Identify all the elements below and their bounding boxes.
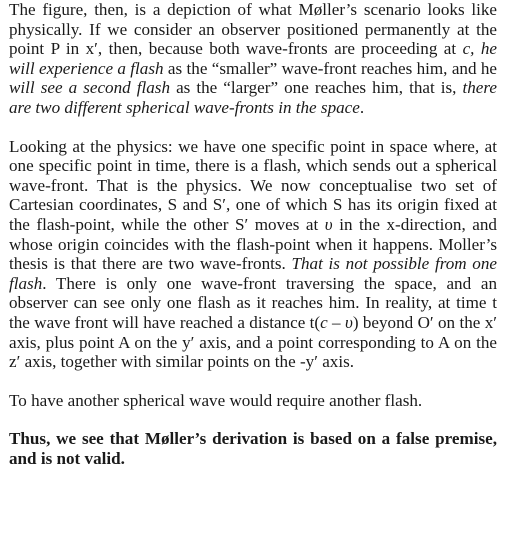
document-page [9, 0, 497, 468]
text-segment: . There is only one wave-front traversing the space, and an observer can see only one flash as it reaches him. In reality, at time t the wave front will have reached a distance t( [9, 273, 497, 332]
italic-text-segment: υ [324, 214, 333, 234]
italic-text-segment: That is not possible from one flash [9, 254, 497, 293]
text-segment: in the x-direction, and whose origin coincides with the flash-point when it happens. Moller’s thesis is that there are two wave-fronts. [9, 214, 497, 274]
paragraph-1 [9, 0, 497, 118]
text-segment: . [359, 97, 365, 117]
text-segment: The figure, then, is a depiction of what Møller’s scenario looks like physically. If we consider an observer positioned permanently at the point P in x′, then, because both wave-fronts are proceeding at [9, 0, 497, 59]
italic-text-segment: will see a second flash [9, 78, 170, 98]
text-segment: To have another spherical wave would require another flash. [9, 390, 423, 410]
text-segment: Looking at the physics: we have one specific point in space where, at one specific point in time, there is a flash, which sends out a spherical wave-front. That is the physics. We now conceptualise two set of Cartesian coordinates, S and S′, one of which S has its origin fixed at the flash-point, while the other S′ moves at [9, 136, 497, 234]
italic-text-segment: there are two different spherical wave-fronts in the space [9, 78, 498, 117]
paragraph-2 [9, 137, 497, 372]
text-segment: as the “smaller” wave-front reaches him, and he [163, 58, 498, 78]
text-segment: ) beyond O′ on the x′ axis, plus point A on the y′ axis, and a point corresponding to A on the z′ axis, together with similar points on the -y′ axis. [9, 312, 497, 372]
italic-text-segment: c, he will experience a flash [9, 39, 497, 78]
italic-text-segment: c [320, 312, 328, 332]
paragraph-3 [9, 391, 497, 411]
paragraph-4-conclusion [9, 429, 497, 468]
text-segment: Thus, we see that Møller’s derivation is based on a false premise, and is not valid. [9, 429, 497, 468]
text-segment: – [327, 312, 345, 332]
italic-text-segment: υ [344, 312, 353, 332]
text-segment: as the “larger” one reaches him, that is, [170, 78, 463, 98]
